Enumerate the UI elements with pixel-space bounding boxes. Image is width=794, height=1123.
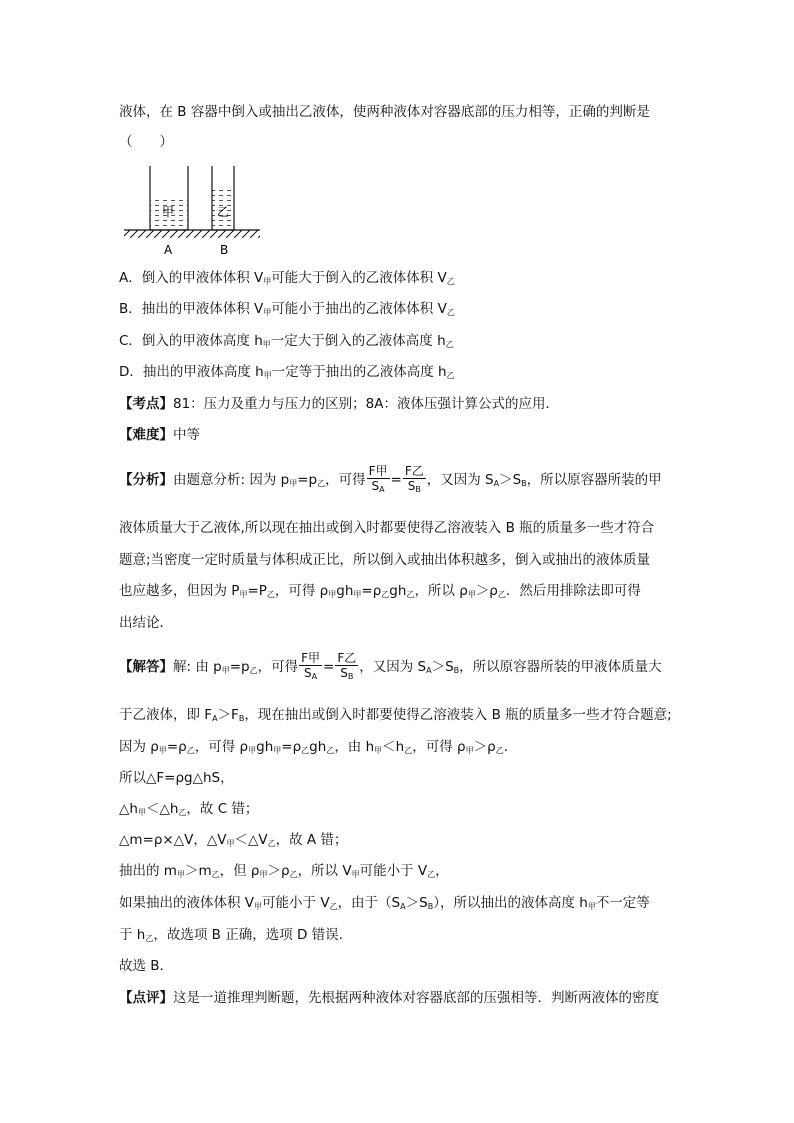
jieda-line-2: 于乙液体，即 $F_A>F_B$，现在抽出或倒入时都要使得乙溶液装入 B 瓶的质量多一些才符合题意;: [119, 707, 672, 723]
fraction-f-jia-sa-2: $\frac{\text{F甲}}{S_A}$: [301, 650, 320, 681]
jieda-line-9: 于 $h_乙$，故选项 B 正确，选项 D 错误．: [119, 927, 353, 943]
liquid-b-label: 乙: [217, 205, 230, 219]
jieda-line-6: △m=ρ×△V，$\triangle V_甲<\triangle V_乙$，故 A 错；: [119, 832, 348, 848]
fenxi-line-5: 出结论．: [119, 615, 173, 631]
containers-figure: [122, 158, 262, 258]
jieda-line-3: 因为 $\rho_甲=\rho_乙$，可得 $\rho_甲gh_甲=\rho_乙gh_乙$，由 $h_甲<h_乙$，可得 $\rho_甲>\rho_乙$．: [119, 739, 518, 755]
fraction-f-yi-sb: $\frac{\text{F乙}}{S_B}$: [404, 463, 424, 494]
nandu-line: 【难度】中等: [119, 427, 200, 443]
jieda-line-7: 抽出的 $m_甲>m_乙$，但 $\rho_甲>\rho_乙$，所以 $V_甲$可能小于 $V_乙$，: [119, 863, 449, 879]
fraction-f-jia-sa: $\frac{\text{F甲}}{S_A}$: [368, 463, 388, 494]
option-d: D．抽出的甲液体高度 $h_甲$一定等于抽出的乙液体高度 $h_乙$: [119, 364, 455, 380]
option-c: C．倒入的甲液体高度 $h_甲$一定大于倒入的乙液体高度 $h_乙$: [119, 333, 454, 349]
jieda-line-10: 故选 B．: [119, 958, 174, 974]
option-a: A．倒入的甲液体体积 $V_甲$可能大于倒入的乙液体体积 $V_乙$: [119, 270, 455, 286]
question-line-1: 液体，在 B 容器中倒入或抽出乙液体，使两种液体对容器底部的压力相等，正确的判断是: [119, 104, 650, 120]
liquid-a-label: 甲: [162, 205, 175, 219]
jieda-line-8: 如果抽出的液体体积 $V_甲$可能小于 $V_乙$，由于$(S_A>S_B)$，所以抽出的液体高度 $h_甲$不一定等: [119, 895, 650, 911]
ground-hatch: [124, 230, 260, 238]
fenxi-line-4: 也应越多，但因为 $P_甲=P_乙$，可得 $\rho_甲gh_甲=\rho_乙gh_乙$，所以 $\rho_甲>\rho_乙$．然后用排除法即可得: [119, 583, 641, 599]
jieda-line-5: $\triangle h_甲<\triangle h_乙$，故 C 错；: [119, 801, 259, 817]
jieda-line-4: 所以△F=ρg△hS，: [119, 770, 234, 786]
fenxi-line-1: 【分析】由题意分析: 因为 $p_甲=p_乙$，可得 $\frac{\text{F甲}}{S_A}$ = $\frac{\text{F乙}}{S_B}$ ，又因为 $S_A>S_B$，所以原容器所装的甲: [119, 458, 662, 506]
dianping-line: 【点评】这是一道推理判断题，先根据两种液体对容器底部的压强相等．判断两液体的密度: [119, 990, 659, 1006]
jieda-line-1: 【解答】解: 由 $p_甲=p_乙$，可得 $\frac{\text{F甲}}{S_A}$ = $\frac{\text{F乙}}{S_B}$ ，又因为 $S_A>S_B$，所以原容器所装的甲液体质量大: [119, 645, 662, 693]
option-b: B．抽出的甲液体体积 $V_甲$可能小于抽出的乙液体体积 $V_乙$: [119, 301, 455, 317]
fenxi-line-2: 液体质量大于乙液体,所以现在抽出或倒入时都要使得乙溶液装入 B 瓶的质量多一些才符合: [119, 520, 655, 536]
container-a-label: A: [164, 243, 173, 257]
container-b-label: B: [220, 243, 229, 257]
kaodian-line: 【考点】81：压力及重力与压力的区别；8A：液体压强计算公式的应用．: [119, 396, 560, 412]
question-line-2: （ ）: [119, 134, 173, 150]
fenxi-line-3: 题意;当密度一定时质量与体积成正比，所以倒入或抽出体积越多，倒入或抽出的液体质量: [119, 552, 651, 568]
fraction-f-yi-sb-2: $\frac{\text{F乙}}{S_B}$: [337, 650, 357, 681]
